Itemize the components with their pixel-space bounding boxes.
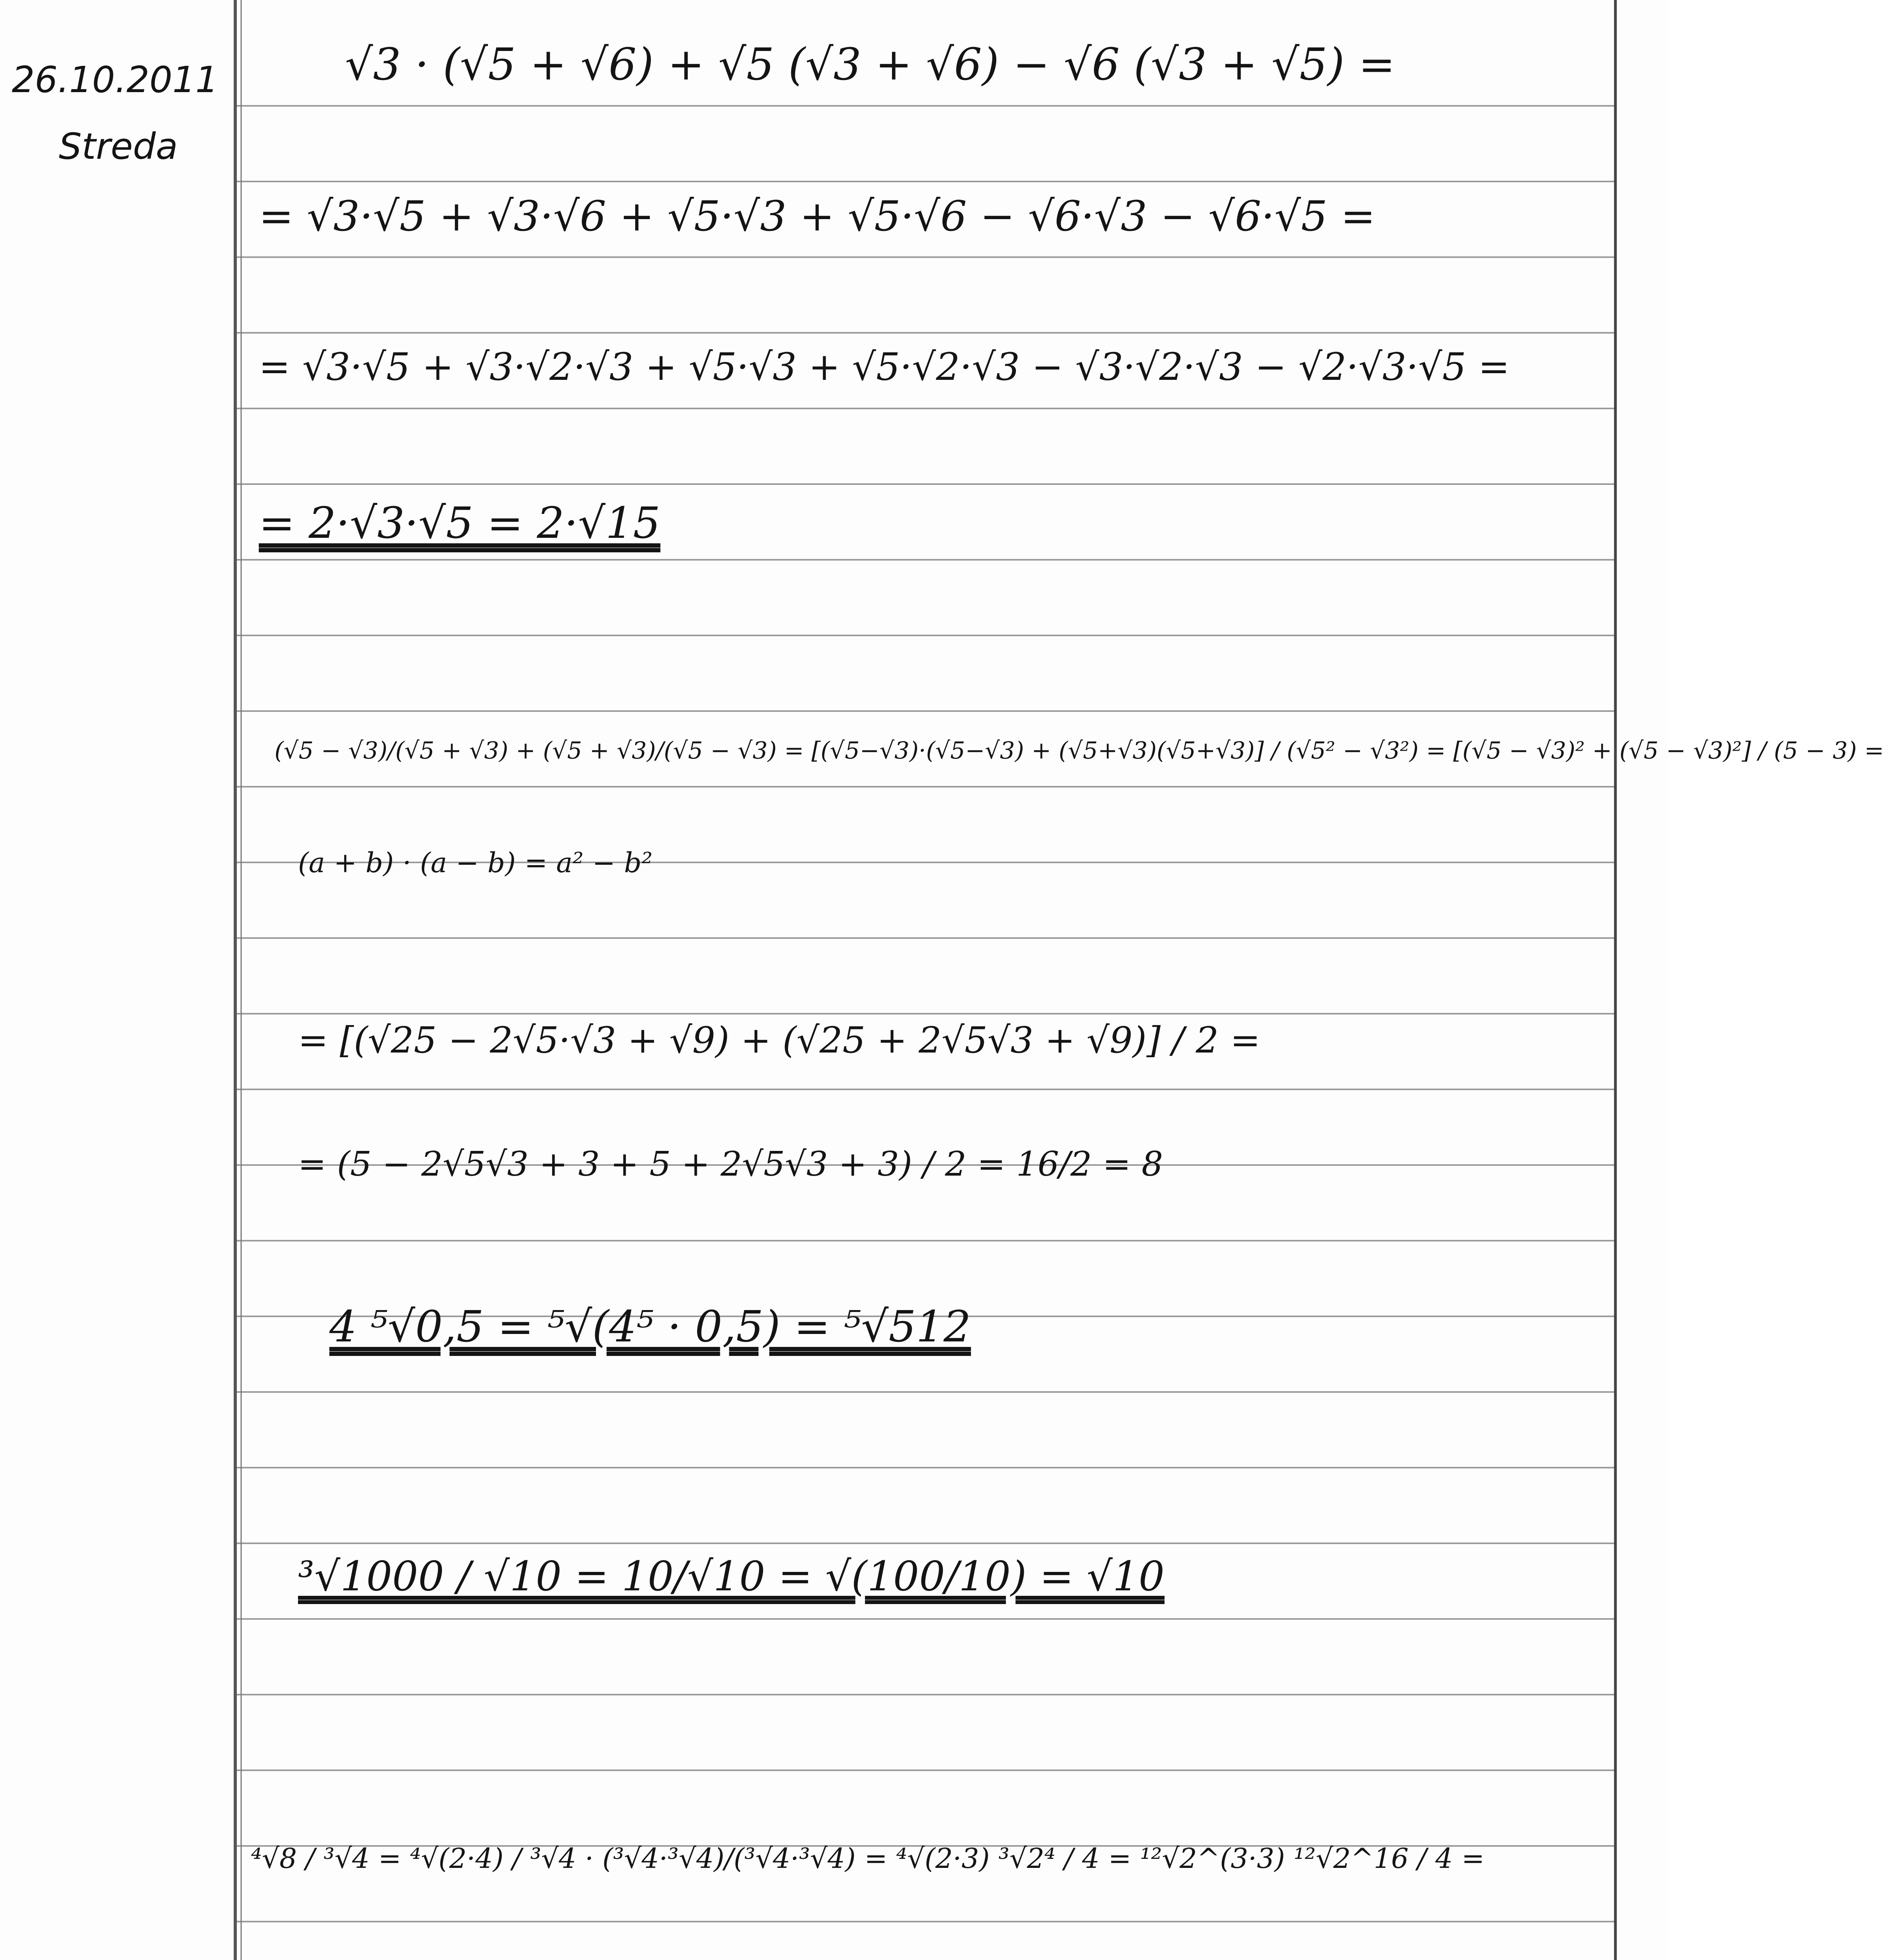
math-line: 4 ⁵√0,5 = ⁵√(4⁵ · 0,5) = ⁵√512 bbox=[329, 1301, 971, 1352]
math-line: ⁴√8 / ³√4 = ⁴√(2·4) / ³√4 · (³√4·³√4)/(³√4·³√4) = ⁴√(2·3) ³√2⁴ / 4 = ¹²√2^(3·3) ¹²√2^16 / 4 = bbox=[251, 1842, 1485, 1875]
math-line: = [(√25 − 2√5·√3 + √9) + (√25 + 2√5√3 + √9)] / 2 = bbox=[298, 1019, 1261, 1061]
math-line: = √3·√5 + √3·√2·√3 + √5·√3 + √5·√2·√3 − √3·√2·√3 − √2·√3·√5 = bbox=[259, 345, 1510, 389]
math-line: = 2·√3·√5 = 2·√15 bbox=[259, 498, 661, 548]
math-line: = √3·√5 + √3·√6 + √5·√3 + √5·√6 − √6·√3 − √6·√5 = bbox=[259, 192, 1376, 240]
math-line: = (5 − 2√5√3 + 3 + 5 + 2√5√3 + 3) / 2 = 16/2 = 8 bbox=[298, 1145, 1163, 1184]
math-line: (a + b) · (a − b) = a² − b² bbox=[298, 847, 653, 879]
date-text: 26.10.2011 bbox=[12, 59, 218, 101]
weekday-text: Streda bbox=[59, 125, 178, 167]
math-line: √3 · (√5 + √6) + √5 (√3 + √6) − √6 (√3 + √5) = bbox=[345, 39, 1395, 90]
math-line: ³√1000 / √10 = 10/√10 = √(100/10) = √10 bbox=[298, 1552, 1165, 1600]
math-line: (√5 − √3)/(√5 + √3) + (√5 + √3)/(√5 − √3) = [(√5−√3)·(√5−√3) + (√5+√3)(√5+√3)] / (√5² − √3²) = [(√5 − √3)² + (√5 − √3)²] / (5 − 3) = bbox=[274, 737, 1884, 764]
